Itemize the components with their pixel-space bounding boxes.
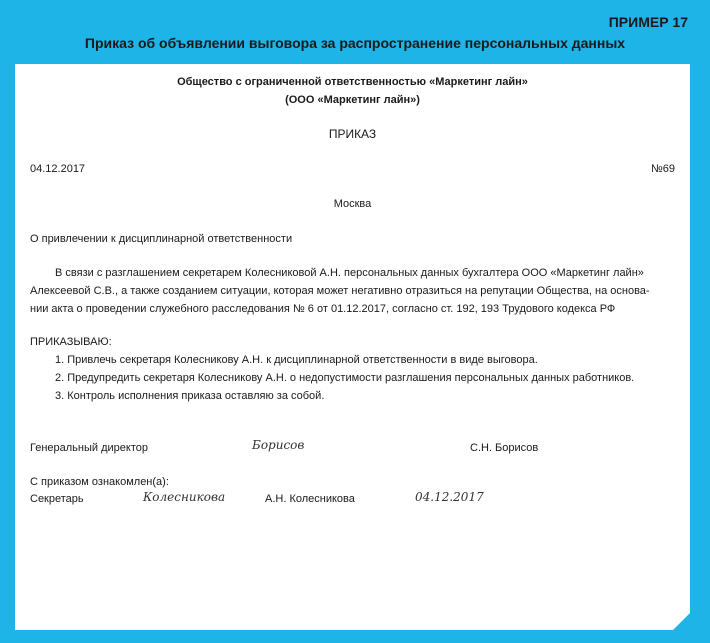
director-name: С.Н. Борисов — [470, 442, 539, 454]
secretary-date: 04.12.2017 — [415, 490, 484, 504]
page-corner-fold — [660, 593, 710, 643]
document-subject: О привлечении к дисциплинарной ответственности — [30, 233, 293, 245]
body-line: В связи с разглашением секретарем Колесниковой А.Н. персональных данных бухгалтера ООО «Маркетинг лайн» — [55, 267, 644, 279]
order-item: 1. Привлечь секретаря Колесникову А.Н. к дисциплинарной ответственности в виде выговора. — [55, 354, 538, 366]
document-sheet — [15, 64, 690, 630]
order-word: ПРИКАЗЫВАЮ: — [30, 336, 112, 348]
secretary-signature: Колесникова — [143, 490, 226, 504]
document-type: ПРИКАЗ — [328, 127, 377, 141]
secretary-name: А.Н. Колесникова — [265, 493, 355, 505]
document-body — [30, 264, 675, 318]
body-line: Алексеевой С.В., а также созданием ситуации, которая может негативно отразиться на репутации Общества, на основа- — [30, 285, 650, 297]
body-line: нии акта о проведении служебного расследования № 6 от 01.12.2017, согласно ст. 192, 193 Трудового кодекса РФ — [30, 303, 616, 315]
org-short-name: (ООО «Маркетинг лайн») — [285, 94, 420, 106]
document-heading: Приказ об объявлении выговора за распространение персональных данных — [84, 35, 626, 51]
secretary-title: Секретарь — [30, 493, 84, 505]
director-title: Генеральный директор — [30, 442, 148, 454]
director-signature: Борисов — [252, 438, 305, 452]
document-number: №69 — [650, 163, 675, 175]
example-label: ПРИМЕР 17 — [608, 14, 688, 30]
order-item: 2. Предупредить секретаря Колесникову А.Н. о недопустимости разглашения персональных данных работников. — [55, 372, 635, 384]
document-city: Москва — [333, 198, 372, 210]
org-full-name: Общество с ограниченной ответственностью «Маркетинг лайн» — [177, 76, 528, 88]
order-item: 3. Контроль исполнения приказа оставляю за собой. — [55, 390, 325, 402]
acquainted-label: С приказом ознакомлен(а): — [30, 476, 169, 488]
document-date: 04.12.2017 — [30, 163, 86, 175]
